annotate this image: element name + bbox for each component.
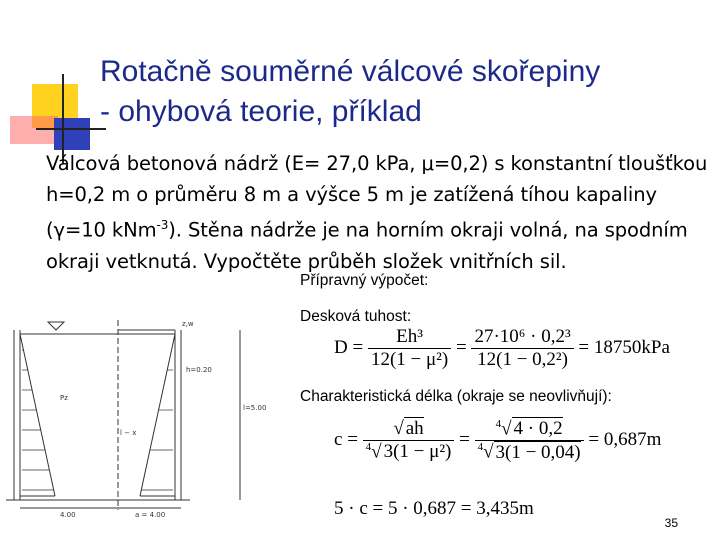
exponent: -3 bbox=[156, 218, 169, 232]
stiffness-formula bbox=[334, 326, 670, 371]
root-index: 4 bbox=[365, 441, 372, 454]
label-l: l=5.00 bbox=[243, 404, 267, 412]
title-line-2: - ohybová teorie, příklad bbox=[100, 95, 422, 128]
root-index: 4 bbox=[477, 441, 484, 454]
tank-diagram bbox=[0, 300, 300, 520]
frac3-num: √ ah bbox=[393, 418, 424, 440]
label-pz: Pz bbox=[60, 394, 68, 402]
problem-part-2: =0,2) s konstantní tloušťkou h=0,2 m o průměru 8 m a výšce 5 m je zatížená tíhou kapaliny ( bbox=[46, 152, 708, 242]
char-length-label: Charakteristická délka (okraje se neovlivňují): bbox=[300, 388, 612, 405]
logo-red-square bbox=[10, 116, 58, 144]
frac4-num: $^4$√ 4 · 0,2 bbox=[495, 418, 563, 440]
five-c-formula: 5 · c = 5 · 0,687 = 3,435m bbox=[334, 498, 534, 519]
frac1-num: Eh³ bbox=[396, 326, 423, 347]
eq-sign: = bbox=[352, 336, 364, 358]
sqrt-ah: ah bbox=[405, 418, 424, 440]
problem-part-3: =10 kNm bbox=[64, 218, 157, 242]
stiffness-fraction-2 bbox=[471, 326, 573, 371]
logo-horizontal-line bbox=[36, 128, 106, 130]
logo-blue-square bbox=[54, 118, 90, 150]
stiffness-fraction-1 bbox=[368, 326, 451, 371]
eq-sign: = bbox=[459, 429, 470, 451]
frac3-den: $^4$√ 3(1 − μ²) bbox=[363, 440, 455, 463]
frac1-den: 12(1 − μ²) bbox=[368, 348, 451, 371]
sqrt-num: 4 · 0,2 bbox=[513, 418, 563, 440]
root-index: 4 bbox=[495, 418, 502, 430]
d-symbol: D bbox=[334, 336, 348, 358]
label-h: h=0.20 bbox=[186, 366, 212, 374]
frac2-den: 12(1 − 0,2²) bbox=[471, 348, 573, 371]
label-lx: l − x bbox=[120, 429, 137, 437]
sqrt-den: 3(1 − μ²) bbox=[383, 441, 452, 463]
c-symbol: c bbox=[334, 429, 343, 451]
char-fraction-2 bbox=[475, 418, 584, 464]
char-fraction-1 bbox=[363, 418, 455, 463]
eq-sign: = bbox=[455, 336, 467, 358]
problem-statement bbox=[46, 148, 714, 277]
eq-sign: = bbox=[347, 429, 358, 451]
title-line-1: Rotačně souměrné válcové skořepiny bbox=[100, 55, 601, 88]
slide-title bbox=[100, 52, 700, 132]
char-length-formula bbox=[334, 418, 661, 464]
frac4-den: $^4$√ 3(1 − 0,04) bbox=[475, 440, 584, 463]
mu-symbol: μ bbox=[421, 152, 434, 175]
prep-label: Přípravný výpočet: bbox=[300, 272, 429, 289]
problem-part-1: Válcová betonová nádrž (E= 27,0 kPa, bbox=[46, 152, 422, 175]
dim-left: 4.00 bbox=[60, 511, 76, 519]
stiffness-result: = 18750kPa bbox=[578, 336, 670, 358]
label-zw: z,w bbox=[182, 320, 194, 328]
frac2-num: 27·10⁶ · 0,2³ bbox=[474, 326, 571, 347]
char-result: = 0,687m bbox=[588, 429, 662, 451]
page-number: 35 bbox=[664, 516, 678, 530]
sqrt-den: 3(1 − 0,04) bbox=[495, 441, 581, 463]
problem-part-4: ). Stěna nádrže je na horním okraji volná, na spodním okraji vetknutá. Vypočtěte průběh složek vnitřních sil. bbox=[46, 218, 688, 273]
dim-a: a = 4.00 bbox=[135, 511, 166, 519]
stiffness-label: Desková tuhost: bbox=[300, 308, 412, 325]
gamma-symbol: γ bbox=[53, 218, 65, 242]
